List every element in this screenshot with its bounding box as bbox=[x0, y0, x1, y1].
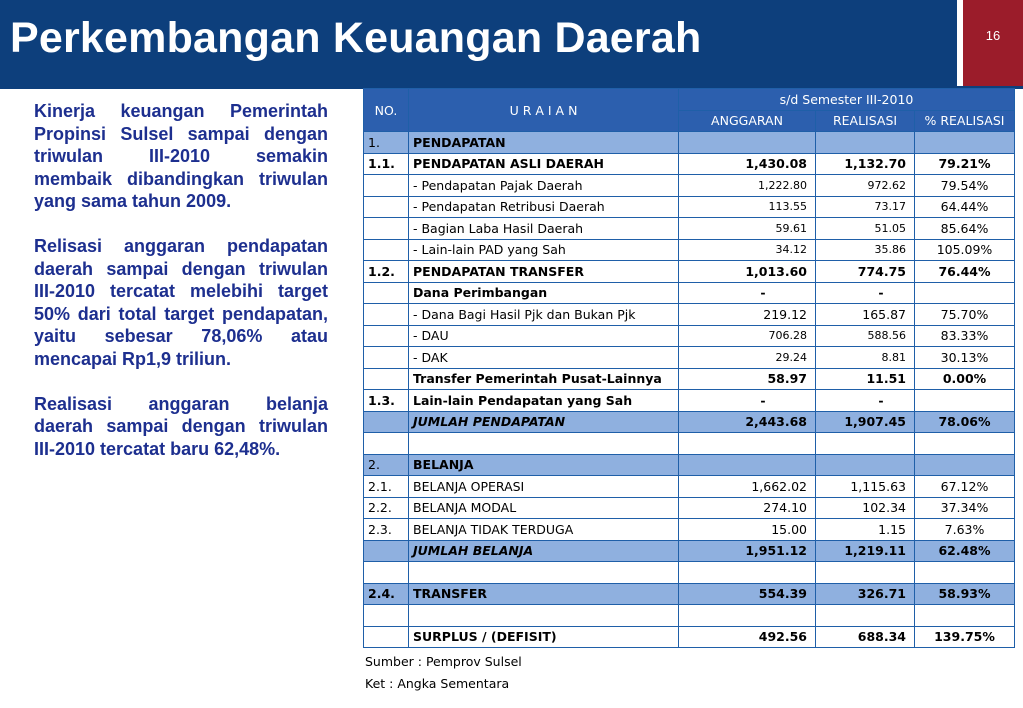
table-row bbox=[364, 132, 1015, 154]
table-row bbox=[364, 261, 1015, 283]
row-pct-cell: 67.12% bbox=[915, 476, 1015, 498]
row-uraian-cell: - Pendapatan Retribusi Daerah bbox=[409, 196, 679, 218]
row-uraian-cell: SURPLUS / (DEFISIT) bbox=[409, 626, 679, 648]
row-no-cell bbox=[364, 304, 409, 326]
row-pct-cell: 64.44% bbox=[915, 196, 1015, 218]
table-row bbox=[364, 583, 1015, 605]
table-row bbox=[364, 153, 1015, 175]
row-realisasi-cell: 1,115.63 bbox=[816, 476, 915, 498]
row-no-cell bbox=[364, 325, 409, 347]
row-pct-cell: 79.54% bbox=[915, 175, 1015, 197]
header-realisasi: REALISASI bbox=[816, 110, 915, 132]
row-no-cell: 1.2. bbox=[364, 261, 409, 283]
row-uraian-cell: - DAK bbox=[409, 347, 679, 369]
row-anggaran-cell: 219.12 bbox=[679, 304, 816, 326]
row-pct-cell: 83.33% bbox=[915, 325, 1015, 347]
row-realisasi-cell bbox=[816, 454, 915, 476]
row-realisasi-cell: 688.34 bbox=[816, 626, 915, 648]
summary-paragraph-3: Realisasi anggaran belanja daerah sampai dengan triwulan III-2010 tercatat baru 62,48%. bbox=[34, 393, 328, 459]
row-anggaran-cell: 1,430.08 bbox=[679, 153, 816, 175]
row-pct-cell: 0.00% bbox=[915, 368, 1015, 390]
row-anggaran-cell bbox=[679, 562, 816, 584]
table-row bbox=[364, 540, 1015, 562]
row-uraian-cell: - Pendapatan Pajak Daerah bbox=[409, 175, 679, 197]
table-row bbox=[364, 605, 1015, 627]
row-uraian-cell: - Bagian Laba Hasil Daerah bbox=[409, 218, 679, 240]
table-row bbox=[364, 196, 1015, 218]
table-row bbox=[364, 411, 1015, 433]
row-no-cell bbox=[364, 605, 409, 627]
row-realisasi-cell: 165.87 bbox=[816, 304, 915, 326]
row-no-cell bbox=[364, 433, 409, 455]
row-uraian-cell: JUMLAH PENDAPATAN bbox=[409, 411, 679, 433]
table-row bbox=[364, 626, 1015, 648]
row-uraian-cell: - DAU bbox=[409, 325, 679, 347]
row-no-cell bbox=[364, 562, 409, 584]
row-realisasi-cell: 972.62 bbox=[816, 175, 915, 197]
row-pct-cell bbox=[915, 454, 1015, 476]
row-anggaran-cell: 1,013.60 bbox=[679, 261, 816, 283]
page-number-box bbox=[963, 0, 1023, 86]
row-anggaran-cell: 15.00 bbox=[679, 519, 816, 541]
row-pct-cell: 79.21% bbox=[915, 153, 1015, 175]
row-pct-cell: 30.13% bbox=[915, 347, 1015, 369]
row-realisasi-cell: 73.17 bbox=[816, 196, 915, 218]
row-uraian-cell: PENDAPATAN ASLI DAERAH bbox=[409, 153, 679, 175]
row-anggaran-cell bbox=[679, 605, 816, 627]
source-note: Sumber : Pemprov Sulsel bbox=[365, 654, 522, 669]
row-realisasi-cell: 35.86 bbox=[816, 239, 915, 261]
remark-note: Ket : Angka Sementara bbox=[365, 676, 510, 691]
row-pct-cell bbox=[915, 282, 1015, 304]
table-row bbox=[364, 476, 1015, 498]
row-anggaran-cell: 29.24 bbox=[679, 347, 816, 369]
row-uraian-cell: Lain-lain Pendapatan yang Sah bbox=[409, 390, 679, 412]
row-anggaran-cell bbox=[679, 132, 816, 154]
header-anggaran: ANGGARAN bbox=[679, 110, 816, 132]
row-realisasi-cell: 102.34 bbox=[816, 497, 915, 519]
row-realisasi-cell: 51.05 bbox=[816, 218, 915, 240]
row-no-cell: 2.2. bbox=[364, 497, 409, 519]
row-no-cell bbox=[364, 540, 409, 562]
row-realisasi-cell bbox=[816, 433, 915, 455]
table-notes bbox=[365, 651, 522, 695]
row-pct-cell: 85.64% bbox=[915, 218, 1015, 240]
row-uraian-cell: PENDAPATAN TRANSFER bbox=[409, 261, 679, 283]
table-row bbox=[364, 347, 1015, 369]
row-uraian-cell: Transfer Pemerintah Pusat-Lainnya bbox=[409, 368, 679, 390]
row-pct-cell: 139.75% bbox=[915, 626, 1015, 648]
table-row bbox=[364, 218, 1015, 240]
row-anggaran-cell: 706.28 bbox=[679, 325, 816, 347]
title-bar bbox=[0, 0, 957, 86]
row-no-cell: 1. bbox=[364, 132, 409, 154]
row-realisasi-cell: 774.75 bbox=[816, 261, 915, 283]
table-row bbox=[364, 519, 1015, 541]
row-realisasi-cell: - bbox=[816, 390, 915, 412]
row-anggaran-cell: - bbox=[679, 282, 816, 304]
row-no-cell bbox=[364, 411, 409, 433]
row-realisasi-cell: 1,219.11 bbox=[816, 540, 915, 562]
row-anggaran-cell: 492.56 bbox=[679, 626, 816, 648]
header-uraian: U R A I A N bbox=[409, 89, 679, 132]
row-pct-cell: 62.48% bbox=[915, 540, 1015, 562]
row-uraian-cell: JUMLAH BELANJA bbox=[409, 540, 679, 562]
row-pct-cell: 58.93% bbox=[915, 583, 1015, 605]
row-pct-cell bbox=[915, 605, 1015, 627]
row-uraian-cell bbox=[409, 433, 679, 455]
row-realisasi-cell: 326.71 bbox=[816, 583, 915, 605]
slide-title: Perkembangan Keuangan Daerah bbox=[10, 14, 702, 62]
row-anggaran-cell: 1,662.02 bbox=[679, 476, 816, 498]
table-row bbox=[364, 282, 1015, 304]
row-realisasi-cell: 1,132.70 bbox=[816, 153, 915, 175]
row-anggaran-cell: 34.12 bbox=[679, 239, 816, 261]
row-anggaran-cell bbox=[679, 433, 816, 455]
row-uraian-cell: - Lain-lain PAD yang Sah bbox=[409, 239, 679, 261]
row-uraian-cell: - Dana Bagi Hasil Pjk dan Bukan Pjk bbox=[409, 304, 679, 326]
row-pct-cell: 105.09% bbox=[915, 239, 1015, 261]
row-uraian-cell: PENDAPATAN bbox=[409, 132, 679, 154]
row-uraian-cell: BELANJA OPERASI bbox=[409, 476, 679, 498]
row-no-cell bbox=[364, 196, 409, 218]
row-uraian-cell: BELANJA bbox=[409, 454, 679, 476]
table-row bbox=[364, 454, 1015, 476]
row-pct-cell bbox=[915, 562, 1015, 584]
row-pct-cell bbox=[915, 390, 1015, 412]
table-row bbox=[364, 304, 1015, 326]
summary-paragraph-1: Kinerja keuangan Pemerintah Propinsi Sulsel sampai dengan triwulan III-2010 semakin membaik dibandingkan triwulan yang sama tahun 2009. bbox=[34, 101, 328, 212]
header-period: s/d Semester III-2010 bbox=[679, 89, 1015, 111]
row-pct-cell: 7.63% bbox=[915, 519, 1015, 541]
row-no-cell: 1.1. bbox=[364, 153, 409, 175]
row-pct-cell: 76.44% bbox=[915, 261, 1015, 283]
row-anggaran-cell: 59.61 bbox=[679, 218, 816, 240]
table-row bbox=[364, 239, 1015, 261]
page-number: 16 bbox=[985, 28, 1001, 43]
row-no-cell bbox=[364, 347, 409, 369]
row-no-cell bbox=[364, 626, 409, 648]
row-realisasi-cell: - bbox=[816, 282, 915, 304]
row-anggaran-cell: 2,443.68 bbox=[679, 411, 816, 433]
table-row bbox=[364, 497, 1015, 519]
row-no-cell bbox=[364, 239, 409, 261]
row-realisasi-cell: 11.51 bbox=[816, 368, 915, 390]
row-no-cell: 2.4. bbox=[364, 583, 409, 605]
row-realisasi-cell: 588.56 bbox=[816, 325, 915, 347]
row-uraian-cell bbox=[409, 605, 679, 627]
row-realisasi-cell: 1.15 bbox=[816, 519, 915, 541]
row-anggaran-cell: - bbox=[679, 390, 816, 412]
row-no-cell: 1.3. bbox=[364, 390, 409, 412]
header-no: NO. bbox=[364, 89, 409, 132]
row-pct-cell: 78.06% bbox=[915, 411, 1015, 433]
row-no-cell bbox=[364, 175, 409, 197]
row-no-cell: 2. bbox=[364, 454, 409, 476]
row-realisasi-cell: 1,907.45 bbox=[816, 411, 915, 433]
row-no-cell bbox=[364, 218, 409, 240]
row-pct-cell: 37.34% bbox=[915, 497, 1015, 519]
summary-text bbox=[34, 100, 328, 482]
row-realisasi-cell bbox=[816, 605, 915, 627]
row-uraian-cell: BELANJA MODAL bbox=[409, 497, 679, 519]
table-row bbox=[364, 433, 1015, 455]
row-realisasi-cell: 8.81 bbox=[816, 347, 915, 369]
row-anggaran-cell: 113.55 bbox=[679, 196, 816, 218]
table-row bbox=[364, 562, 1015, 584]
row-anggaran-cell: 274.10 bbox=[679, 497, 816, 519]
row-uraian-cell: BELANJA TIDAK TERDUGA bbox=[409, 519, 679, 541]
header-pct-realisasi: % REALISASI bbox=[915, 110, 1015, 132]
row-no-cell: 2.1. bbox=[364, 476, 409, 498]
row-uraian-cell bbox=[409, 562, 679, 584]
row-anggaran-cell: 58.97 bbox=[679, 368, 816, 390]
row-uraian-cell: TRANSFER bbox=[409, 583, 679, 605]
row-no-cell bbox=[364, 368, 409, 390]
table-row bbox=[364, 325, 1015, 347]
row-pct-cell: 75.70% bbox=[915, 304, 1015, 326]
finance-table bbox=[363, 88, 1015, 648]
row-pct-cell bbox=[915, 433, 1015, 455]
table-row bbox=[364, 390, 1015, 412]
row-uraian-cell: Dana Perimbangan bbox=[409, 282, 679, 304]
row-anggaran-cell: 1,222.80 bbox=[679, 175, 816, 197]
summary-paragraph-2: Relisasi anggaran pendapatan daerah sampai dengan triwulan III-2010 tercatat melebihi target 50% dari total target pendapatan, yaitu sebesar 78,06% atau mencapai Rp1,9 triliun. bbox=[34, 235, 328, 369]
table-row bbox=[364, 175, 1015, 197]
row-no-cell bbox=[364, 282, 409, 304]
row-realisasi-cell bbox=[816, 562, 915, 584]
row-no-cell: 2.3. bbox=[364, 519, 409, 541]
row-pct-cell bbox=[915, 132, 1015, 154]
row-anggaran-cell: 554.39 bbox=[679, 583, 816, 605]
row-anggaran-cell bbox=[679, 454, 816, 476]
row-anggaran-cell: 1,951.12 bbox=[679, 540, 816, 562]
row-realisasi-cell bbox=[816, 132, 915, 154]
table-row bbox=[364, 368, 1015, 390]
